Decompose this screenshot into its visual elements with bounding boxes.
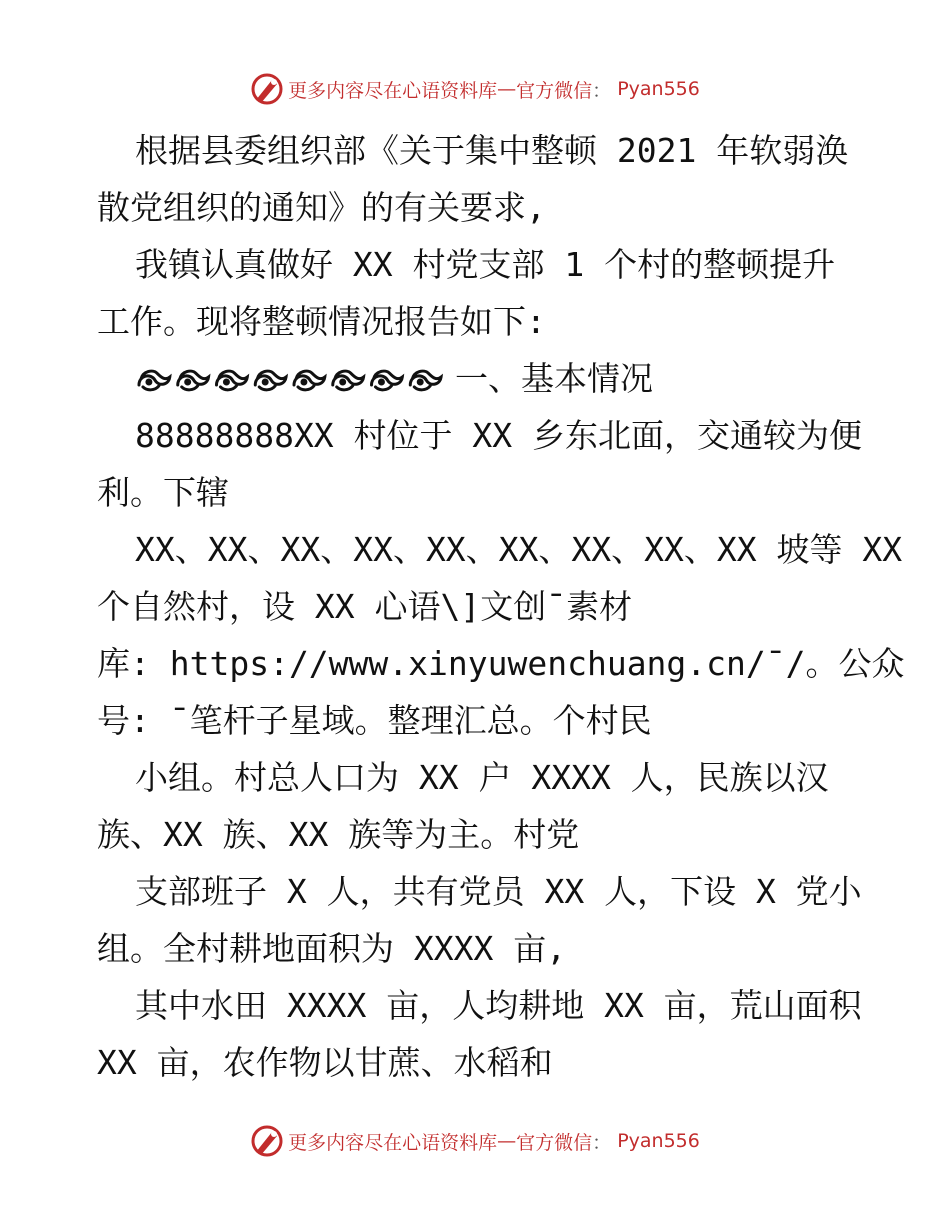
document-body bbox=[97, 122, 905, 1091]
flourish-icon bbox=[135, 367, 453, 395]
flourish-glyph bbox=[255, 371, 286, 390]
header-banner bbox=[0, 72, 950, 106]
footer-banner bbox=[0, 1124, 950, 1158]
header-separator: ： bbox=[592, 79, 612, 102]
paragraph-line: 88888888XX 村位于 XX 乡东北面，交通较为便 bbox=[135, 416, 863, 455]
paragraph-line: 号: ¯笔杆子星域。整理汇总。个村民 bbox=[97, 701, 652, 740]
flourish-glyph bbox=[139, 371, 170, 390]
flourish-glyph bbox=[178, 371, 209, 390]
paragraph-line: 散党组织的通知》的有关要求, bbox=[97, 188, 546, 227]
footer-dash: — bbox=[497, 1130, 517, 1152]
header-site-text: 更多内容尽在心语资料库 bbox=[288, 79, 498, 102]
paragraph-line: 族、XX 族、XX 族等为主。村党 bbox=[97, 815, 580, 854]
pen-in-circle-icon bbox=[250, 72, 284, 106]
paragraph-line: 根据县委组织部《关于集中整顿 2021 年软弱涣 bbox=[135, 131, 849, 170]
section-heading-line bbox=[97, 350, 857, 407]
flourish-glyph bbox=[294, 371, 325, 390]
paragraph-line: 其中水田 XXXX 亩，人均耕地 XX 亩，荒山面积 bbox=[135, 986, 862, 1025]
paragraph-line: 个自然村，设 XX 心语\]文创¯素材 bbox=[97, 587, 633, 626]
paragraph-line: XX、XX、XX、XX、XX、XX、XX、XX、XX 坡等 XX bbox=[135, 530, 903, 569]
paragraph-line: 支部班子 X 人，共有党员 XX 人，下设 X 党小 bbox=[135, 872, 862, 911]
pen-in-circle-icon bbox=[250, 1124, 284, 1158]
paragraph-line: 库: https://www.xinyuwenchuang.cn/¯/。公众 bbox=[97, 644, 905, 683]
flourish-glyph bbox=[333, 371, 364, 390]
paragraph-line: 小组。村总人口为 XX 户 XXXX 人，民族以汉 bbox=[135, 758, 829, 797]
footer-site-text: 更多内容尽在心语资料库 bbox=[288, 1131, 498, 1154]
footer-wechat-label: 官方微信 bbox=[516, 1131, 593, 1154]
header-dash: — bbox=[497, 78, 517, 100]
header-wechat-handle: Pyan556 bbox=[617, 78, 700, 100]
paragraph-line: 组。全村耕地面积为 XXXX 亩, bbox=[97, 929, 567, 968]
paragraph-line: 我镇认真做好 XX 村党支部 1 个村的整顿提升 bbox=[135, 245, 836, 284]
paragraph-line: XX 亩，农作物以甘蔗、水稻和 bbox=[97, 1043, 553, 1082]
header-wechat-label: 官方微信 bbox=[516, 79, 593, 102]
section-heading: 一、基本情况 bbox=[455, 359, 653, 398]
footer-wechat-handle: Pyan556 bbox=[617, 1130, 700, 1152]
paragraph-line: 工作。现将整顿情况报告如下: bbox=[97, 302, 546, 341]
flourish-glyph bbox=[410, 371, 441, 390]
paragraph-line: 利。下辖 bbox=[97, 473, 229, 512]
flourish-glyph bbox=[372, 371, 403, 390]
flourish-glyph bbox=[216, 371, 247, 390]
footer-separator: ： bbox=[592, 1131, 612, 1154]
